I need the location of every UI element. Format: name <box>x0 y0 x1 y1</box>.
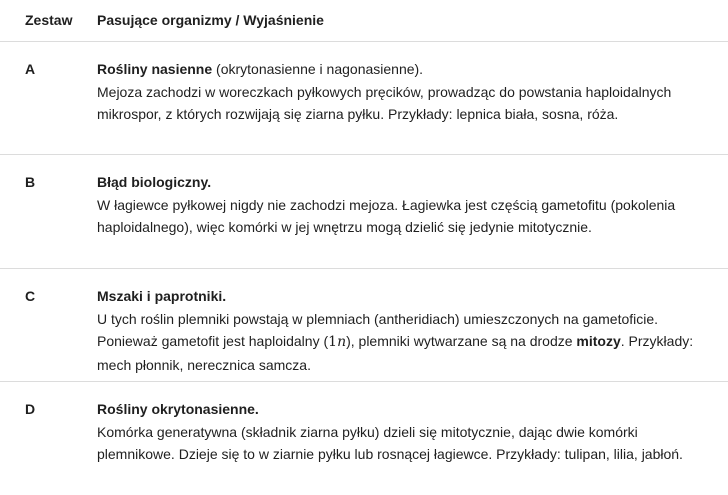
header-description-column: Pasujące organizmy / Wyjaśnienie <box>97 12 324 28</box>
row-body-before: U tych roślin plemniki powstają w plemniach (antheridiach) umieszczonych na gametoficie. Ponieważ gametofit jest haploidalny ( <box>97 310 659 349</box>
ploidy-variable: n <box>337 334 347 350</box>
explanation-cell <box>97 398 728 495</box>
row-body-mid: ), plemniki wytwarzane są na drodze <box>346 333 577 349</box>
row-title: Rośliny nasienne <box>97 61 213 77</box>
explanation-cell <box>97 58 728 154</box>
row-body: W łagiewce pyłkowej nigdy nie zachodzi mejoza. Łagiewka jest częścią gametofitu (pokolenia haploidalnego), więc komórki w jej wnętrzu mogą dzielić się jedynie mitotycznie. <box>97 196 676 235</box>
set-label: D <box>25 401 36 417</box>
table-row <box>0 382 728 495</box>
row-title-suffix: (okrytonasienne i nagonasienne). <box>212 61 424 77</box>
row-body-after: . Przykłady: mech płonnik, nerecznica samcza. <box>97 333 694 373</box>
table-header <box>0 0 728 42</box>
set-label: C <box>25 288 36 304</box>
row-title: Błąd biologiczny. <box>97 174 212 190</box>
explanation-cell <box>97 171 728 268</box>
ploidy-formula <box>328 334 346 350</box>
table-row <box>0 269 728 382</box>
header-set-column: Zestaw <box>25 12 73 28</box>
row-title: Rośliny okrytonasienne. <box>97 401 259 417</box>
row-body-bold: mitozy <box>576 333 621 349</box>
table-row <box>0 155 728 269</box>
set-label: A <box>25 61 36 77</box>
set-label: B <box>25 174 36 190</box>
table-row <box>0 42 728 155</box>
ploidy-number: 1 <box>328 334 338 350</box>
row-body: Mejoza zachodzi w woreczkach pyłkowych pręcików, prowadząc do powstania haploidalnych mikrospor, z których rozwijają się ziarna pyłku. Przykłady: lepnica biała, sosna, róża. <box>97 83 672 122</box>
row-title: Mszaki i paprotniki. <box>97 288 227 304</box>
row-body: Komórka generatywna (składnik ziarna pyłku) dzieli się mitotycznie, dając dwie komórki plemnikowe. Dzieje się to w ziarnie pyłku lub rosnącej łagiewce. Przykłady: tulipan, lilia, jabłoń. <box>97 423 683 462</box>
explanation-cell <box>97 285 728 381</box>
